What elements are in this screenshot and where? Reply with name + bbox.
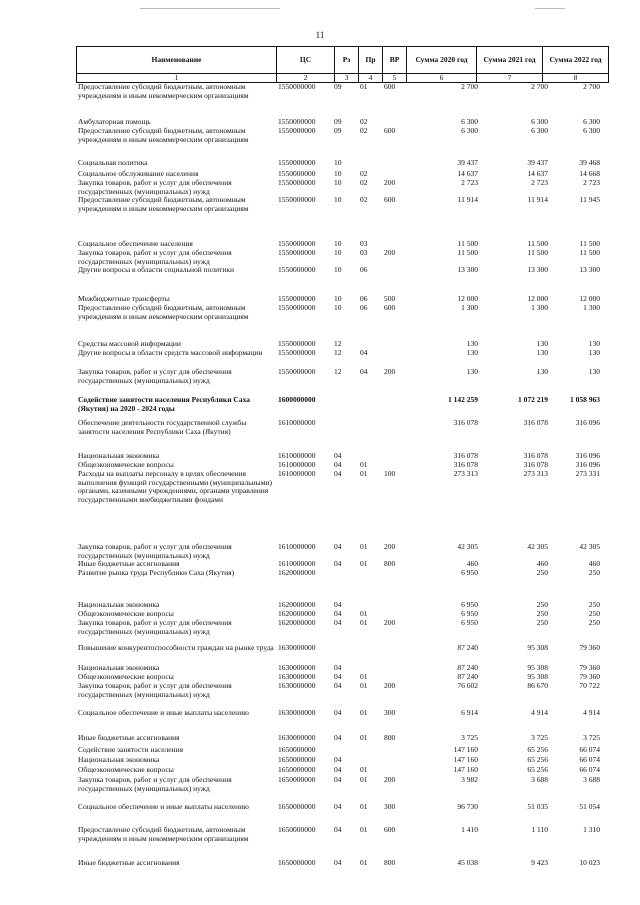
row-cs: 1550000000 [278, 303, 316, 312]
row-name: Иные бюджетные ассигнования [78, 559, 180, 568]
row-sum-2022: 250 [588, 618, 600, 627]
col-number-6: 6 [407, 74, 477, 83]
row-sum-2021: 2 723 [531, 178, 548, 187]
row-cs: 1610000000 [278, 469, 316, 478]
row-sum-2022: 11 500 [579, 248, 600, 257]
col-number-5: 5 [383, 74, 407, 83]
row-pr: 06 [360, 294, 368, 303]
row-sum-2022: 66 074 [579, 755, 600, 764]
row-sum-2021: 12 000 [527, 294, 548, 303]
row-name: Предоставление субсидий бюджетным, автономным учреждениям и иным некоммерческим организациям [78, 303, 249, 321]
col-number-4: 4 [359, 74, 383, 83]
row-sum-2020: 1 410 [461, 825, 478, 834]
row-sum-2020: 6 950 [461, 568, 478, 577]
row-sum-2021: 316 078 [523, 460, 548, 469]
row-sum-2022: 6 300 [583, 126, 600, 135]
row-sum-2022: 2 723 [583, 178, 600, 187]
row-sum-2022: 51 054 [579, 802, 600, 811]
row-cs: 1610000000 [278, 542, 316, 551]
row-name: Закупка товаров, работ и услуг для обеспечения государственных (муниципальных) нужд [78, 681, 232, 699]
row-rz: 04 [334, 708, 342, 717]
row-pr: 06 [360, 303, 368, 312]
row-sum-2021: 14 637 [527, 169, 548, 178]
row-sum-2021: 1 110 [531, 825, 548, 834]
row-pr: 04 [360, 348, 368, 357]
row-sum-2021: 11 500 [527, 248, 548, 257]
row-pr: 01 [360, 542, 368, 551]
row-sum-2022: 11 945 [579, 195, 600, 204]
row-rz: 04 [334, 802, 342, 811]
row-sum-2021: 6 300 [531, 126, 548, 135]
row-sum-2020: 39 437 [457, 158, 478, 167]
row-rz: 04 [334, 858, 342, 867]
row-pr: 01 [360, 672, 368, 681]
row-sum-2021: 42 305 [527, 542, 548, 551]
row-sum-2020: 87 240 [457, 643, 478, 652]
row-sum-2022: 1 058 963 [570, 395, 600, 404]
row-name: Закупка товаров, работ и услуг для обеспечения государственных (муниципальных) нужд [78, 618, 232, 636]
row-name: Национальная экономика [78, 755, 160, 764]
row-sum-2020: 130 [466, 367, 478, 376]
row-name: Обеспечение деятельности государственной службы занятости населения Республики Саха (Якутия) [78, 418, 247, 436]
row-sum-2021: 11 500 [527, 239, 548, 248]
row-rz: 12 [334, 339, 342, 348]
row-rz: 04 [334, 672, 342, 681]
row-rz: 04 [334, 755, 342, 764]
col-number-1: 1 [77, 74, 277, 83]
row-vr: 600 [384, 82, 396, 91]
row-sum-2021: 250 [536, 568, 548, 577]
row-pr: 03 [360, 239, 368, 248]
row-name: Межбюджетные трансферты [78, 294, 170, 303]
row-name: Социальное обеспечение и иные выплаты населению [78, 708, 249, 717]
row-name: Повышение конкурентоспособности граждан на рынке труда [78, 643, 274, 652]
row-sum-2020: 6 300 [461, 117, 478, 126]
row-rz: 10 [334, 294, 342, 303]
row-name: Иные бюджетные ассигнования [78, 733, 180, 742]
row-sum-2020: 14 637 [457, 169, 478, 178]
row-sum-2022: 42 305 [579, 542, 600, 551]
row-vr: 600 [384, 303, 396, 312]
row-rz: 04 [334, 469, 342, 478]
row-pr: 01 [360, 82, 368, 91]
col-number-7: 7 [477, 74, 543, 83]
row-sum-2020: 460 [466, 559, 478, 568]
row-rz: 10 [334, 195, 342, 204]
row-sum-2022: 79 360 [579, 672, 600, 681]
row-cs: 1630000000 [278, 681, 316, 690]
row-sum-2022: 250 [588, 568, 600, 577]
row-cs: 1630000000 [278, 663, 316, 672]
row-vr: 600 [384, 126, 396, 135]
row-rz: 04 [334, 600, 342, 609]
row-cs: 1550000000 [278, 82, 316, 91]
row-rz: 04 [334, 559, 342, 568]
row-name: Закупка товаров, работ и услуг для обеспечения государственных (муниципальных) нужд [78, 367, 232, 385]
row-cs: 1600000000 [278, 395, 316, 404]
row-sum-2022: 6 300 [583, 117, 600, 126]
row-sum-2020: 87 240 [457, 672, 478, 681]
row-sum-2022: 3 688 [583, 775, 600, 784]
row-cs: 1620000000 [278, 568, 316, 577]
row-name: Закупка товаров, работ и услуг для обеспечения государственных (муниципальных) нужд [78, 775, 232, 793]
row-sum-2021: 95 308 [527, 663, 548, 672]
row-sum-2021: 1 072 219 [518, 395, 548, 404]
row-cs: 1620000000 [278, 618, 316, 627]
row-sum-2022: 130 [588, 339, 600, 348]
row-sum-2021: 316 078 [523, 418, 548, 427]
row-rz: 09 [334, 82, 342, 91]
row-rz: 04 [334, 681, 342, 690]
row-name: Социальная политика [78, 158, 148, 167]
row-sum-2022: 66 074 [579, 745, 600, 754]
row-sum-2020: 273 313 [453, 469, 478, 478]
scan-mark-right [535, 8, 565, 9]
row-sum-2020: 13 300 [457, 265, 478, 274]
row-rz: 04 [334, 765, 342, 774]
row-sum-2020: 1 300 [461, 303, 478, 312]
row-name: Предоставление субсидий бюджетным, автономным учреждениям и иным некоммерческим организациям [78, 126, 249, 144]
row-cs: 1630000000 [278, 672, 316, 681]
row-rz: 10 [334, 169, 342, 178]
row-sum-2022: 130 [588, 367, 600, 376]
row-cs: 1550000000 [278, 294, 316, 303]
row-sum-2020: 316 078 [453, 418, 478, 427]
row-sum-2021: 86 670 [527, 681, 548, 690]
row-rz: 10 [334, 178, 342, 187]
row-sum-2020: 147 160 [453, 745, 478, 754]
row-sum-2022: 70 722 [579, 681, 600, 690]
row-rz: 04 [334, 618, 342, 627]
row-sum-2021: 13 300 [527, 265, 548, 274]
row-rz: 10 [334, 248, 342, 257]
row-sum-2020: 11 914 [457, 195, 478, 204]
row-sum-2020: 87 240 [457, 663, 478, 672]
col-header-name: Наименование [77, 47, 277, 74]
row-vr: 200 [384, 367, 396, 376]
row-name: Закупка товаров, работ и услуг для обеспечения государственных (муниципальных) нужд [78, 542, 232, 560]
row-vr: 800 [384, 559, 396, 568]
row-vr: 800 [384, 858, 396, 867]
row-vr: 600 [384, 825, 396, 834]
row-rz: 04 [334, 460, 342, 469]
row-sum-2020: 45 038 [457, 858, 478, 867]
row-sum-2021: 39 437 [527, 158, 548, 167]
row-cs: 1550000000 [278, 169, 316, 178]
row-name: Социальное обеспечение и иные выплаты населению [78, 802, 249, 811]
row-name: Общеэкономические вопросы [78, 460, 174, 469]
row-cs: 1550000000 [278, 126, 316, 135]
row-sum-2022: 10 023 [579, 858, 600, 867]
row-sum-2021: 9 423 [531, 858, 548, 867]
row-sum-2020: 42 305 [457, 542, 478, 551]
row-sum-2022: 130 [588, 348, 600, 357]
row-sum-2021: 1 300 [531, 303, 548, 312]
row-rz: 04 [334, 663, 342, 672]
col-number-8: 8 [543, 74, 609, 83]
row-sum-2022: 316 096 [575, 418, 600, 427]
row-sum-2022: 14 668 [579, 169, 600, 178]
row-pr: 01 [360, 469, 368, 478]
row-cs: 1650000000 [278, 802, 316, 811]
row-pr: 01 [360, 609, 368, 618]
row-rz: 04 [334, 451, 342, 460]
row-rz: 04 [334, 542, 342, 551]
row-sum-2022: 3 725 [583, 733, 600, 742]
row-sum-2022: 316 096 [575, 460, 600, 469]
row-pr: 01 [360, 802, 368, 811]
row-sum-2020: 96 730 [457, 802, 478, 811]
row-cs: 1650000000 [278, 775, 316, 784]
row-sum-2021: 65 256 [527, 755, 548, 764]
row-vr: 200 [384, 681, 396, 690]
row-rz: 09 [334, 126, 342, 135]
row-sum-2022: 13 300 [579, 265, 600, 274]
row-rz: 04 [334, 609, 342, 618]
row-name: Закупка товаров, работ и услуг для обеспечения государственных (муниципальных) нужд [78, 178, 232, 196]
row-sum-2021: 95 308 [527, 672, 548, 681]
row-rz: 10 [334, 265, 342, 274]
col-header-cs: ЦС [277, 47, 335, 74]
row-sum-2020: 3 725 [461, 733, 478, 742]
row-sum-2020: 130 [466, 339, 478, 348]
row-sum-2021: 250 [536, 618, 548, 627]
row-name: Развитие рынка труда Республики Саха (Якутия) [78, 568, 235, 577]
row-name: Национальная экономика [78, 451, 160, 460]
row-sum-2021: 130 [536, 339, 548, 348]
row-sum-2022: 250 [588, 609, 600, 618]
row-pr: 01 [360, 765, 368, 774]
row-cs: 1550000000 [278, 265, 316, 274]
row-cs: 1550000000 [278, 195, 316, 204]
row-vr: 500 [384, 294, 396, 303]
row-sum-2022: 66 074 [579, 765, 600, 774]
row-vr: 600 [384, 195, 396, 204]
scan-mark-left [140, 8, 280, 9]
row-vr: 200 [384, 542, 396, 551]
row-pr: 02 [360, 126, 368, 135]
row-name: Общеэкономические вопросы [78, 765, 174, 774]
row-pr: 01 [360, 708, 368, 717]
row-sum-2022: 273 331 [575, 469, 600, 478]
row-sum-2020: 6 914 [461, 708, 478, 717]
row-vr: 200 [384, 178, 396, 187]
row-sum-2020: 1 142 259 [448, 395, 478, 404]
row-name: Социальное обеспечение населения [78, 239, 193, 248]
row-sum-2020: 2 700 [461, 82, 478, 91]
row-cs: 1610000000 [278, 451, 316, 460]
row-sum-2020: 11 500 [457, 248, 478, 257]
row-rz: 10 [334, 239, 342, 248]
row-pr: 02 [360, 178, 368, 187]
row-cs: 1550000000 [278, 117, 316, 126]
row-sum-2021: 6 300 [531, 117, 548, 126]
page-number: 11 [315, 30, 325, 40]
row-name: Другие вопросы в области социальной политики [78, 265, 235, 274]
row-sum-2021: 460 [536, 559, 548, 568]
row-cs: 1650000000 [278, 825, 316, 834]
row-name: Предоставление субсидий бюджетным, автономным учреждениям и иным некоммерческим организациям [78, 195, 249, 213]
row-sum-2020: 147 160 [453, 765, 478, 774]
row-sum-2022: 11 500 [579, 239, 600, 248]
col-header-pr: Пр [359, 47, 383, 74]
row-vr: 200 [384, 775, 396, 784]
row-sum-2020: 316 078 [453, 451, 478, 460]
row-sum-2020: 147 160 [453, 755, 478, 764]
row-sum-2022: 316 096 [575, 451, 600, 460]
row-sum-2021: 250 [536, 609, 548, 618]
row-sum-2020: 6 950 [461, 600, 478, 609]
row-pr: 02 [360, 195, 368, 204]
row-cs: 1550000000 [278, 248, 316, 257]
row-cs: 1650000000 [278, 745, 316, 754]
row-pr: 01 [360, 858, 368, 867]
col-header-vr: ВР [383, 47, 407, 74]
row-cs: 1550000000 [278, 178, 316, 187]
row-cs: 1650000000 [278, 858, 316, 867]
row-name: Другие вопросы в области средств массовой информации [78, 348, 263, 357]
row-sum-2021: 95 308 [527, 643, 548, 652]
row-name: Иные бюджетные ассигнования [78, 858, 180, 867]
col-header-sum-2022: Сумма 2022 год [543, 47, 609, 74]
row-vr: 100 [384, 469, 396, 478]
row-cs: 1650000000 [278, 765, 316, 774]
col-header-sum-2021: Сумма 2021 год [477, 47, 543, 74]
row-name: Содействие занятости населения [78, 745, 184, 754]
row-rz: 04 [334, 825, 342, 834]
row-sum-2021: 250 [536, 600, 548, 609]
row-cs: 1550000000 [278, 348, 316, 357]
row-sum-2022: 250 [588, 600, 600, 609]
row-pr: 03 [360, 248, 368, 257]
row-cs: 1620000000 [278, 609, 316, 618]
row-pr: 01 [360, 681, 368, 690]
row-sum-2021: 2 700 [531, 82, 548, 91]
row-name: Предоставление субсидий бюджетным, автономным учреждениям и иным некоммерческим организациям [78, 825, 249, 843]
col-number-2: 2 [277, 74, 335, 83]
row-sum-2021: 51 035 [527, 802, 548, 811]
row-rz: 10 [334, 303, 342, 312]
row-cs: 1630000000 [278, 733, 316, 742]
row-cs: 1550000000 [278, 158, 316, 167]
row-name: Средства массовой информации [78, 339, 181, 348]
row-cs: 1550000000 [278, 367, 316, 376]
row-sum-2020: 3 982 [461, 775, 478, 784]
row-vr: 300 [384, 802, 396, 811]
row-vr: 300 [384, 708, 396, 717]
row-rz: 12 [334, 367, 342, 376]
col-number-3: 3 [335, 74, 359, 83]
row-rz: 12 [334, 348, 342, 357]
row-cs: 1610000000 [278, 559, 316, 568]
row-sum-2022: 2 700 [583, 82, 600, 91]
row-cs: 1550000000 [278, 339, 316, 348]
row-cs: 1630000000 [278, 708, 316, 717]
row-cs: 1610000000 [278, 418, 316, 427]
row-pr: 04 [360, 367, 368, 376]
row-sum-2021: 316 078 [523, 451, 548, 460]
row-sum-2022: 460 [588, 559, 600, 568]
row-sum-2020: 6 950 [461, 618, 478, 627]
row-name: Социальное обслуживание населения [78, 169, 199, 178]
row-name: Национальная экономика [78, 663, 160, 672]
row-pr: 02 [360, 169, 368, 178]
row-sum-2022: 39 468 [579, 158, 600, 167]
row-sum-2021: 4 914 [531, 708, 548, 717]
row-sum-2021: 130 [536, 367, 548, 376]
row-sum-2021: 65 256 [527, 745, 548, 754]
row-vr: 200 [384, 618, 396, 627]
row-sum-2020: 11 500 [457, 239, 478, 248]
row-sum-2021: 3 688 [531, 775, 548, 784]
row-pr: 01 [360, 825, 368, 834]
row-sum-2022: 79 360 [579, 643, 600, 652]
row-sum-2021: 65 256 [527, 765, 548, 774]
row-rz: 04 [334, 775, 342, 784]
row-sum-2020: 316 078 [453, 460, 478, 469]
row-cs: 1650000000 [278, 755, 316, 764]
row-vr: 200 [384, 248, 396, 257]
row-pr: 06 [360, 265, 368, 274]
row-pr: 02 [360, 117, 368, 126]
row-pr: 01 [360, 733, 368, 742]
row-cs: 1620000000 [278, 600, 316, 609]
row-name: Амбулаторная помощь [78, 117, 151, 126]
row-sum-2022: 1 300 [583, 303, 600, 312]
row-sum-2020: 2 723 [461, 178, 478, 187]
row-cs: 1550000000 [278, 239, 316, 248]
row-sum-2020: 6 300 [461, 126, 478, 135]
row-sum-2021: 11 914 [527, 195, 548, 204]
col-header-sum-2020: Сумма 2020 год [407, 47, 477, 74]
row-sum-2021: 273 313 [523, 469, 548, 478]
row-sum-2022: 79 360 [579, 663, 600, 672]
row-sum-2020: 130 [466, 348, 478, 357]
row-sum-2022: 1 310 [583, 825, 600, 834]
row-pr: 01 [360, 460, 368, 469]
row-sum-2021: 3 725 [531, 733, 548, 742]
row-rz: 04 [334, 733, 342, 742]
row-sum-2020: 6 950 [461, 609, 478, 618]
row-sum-2021: 130 [536, 348, 548, 357]
row-name: Предоставление субсидий бюджетным, автономным учреждениям и иным некоммерческим организациям [78, 82, 249, 100]
row-name: Национальная экономика [78, 600, 160, 609]
row-vr: 800 [384, 733, 396, 742]
table-header [76, 46, 609, 83]
row-sum-2022: 4 914 [583, 708, 600, 717]
row-cs: 1610000000 [278, 460, 316, 469]
row-cs: 1630000000 [278, 643, 316, 652]
row-sum-2020: 12 000 [457, 294, 478, 303]
row-name: Общеэкономические вопросы [78, 672, 174, 681]
row-name: Общеэкономические вопросы [78, 609, 174, 618]
row-pr: 01 [360, 775, 368, 784]
row-pr: 01 [360, 559, 368, 568]
col-header-rz: Рз [335, 47, 359, 74]
row-sum-2020: 76 602 [457, 681, 478, 690]
row-pr: 01 [360, 618, 368, 627]
row-sum-2022: 12 000 [579, 294, 600, 303]
row-name: Закупка товаров, работ и услуг для обеспечения государственных (муниципальных) нужд [78, 248, 232, 266]
row-name: Расходы на выплаты персоналу в целях обеспечения выполнения функций государственными (муниципальными) органами, казенными учреждениями, органами управления государственными внебюджетными фондами [78, 469, 272, 504]
row-name: Содействие занятости населения Республики Саха (Якутия) на 2020 - 2024 годы [78, 395, 250, 413]
row-rz: 09 [334, 117, 342, 126]
row-rz: 10 [334, 158, 342, 167]
